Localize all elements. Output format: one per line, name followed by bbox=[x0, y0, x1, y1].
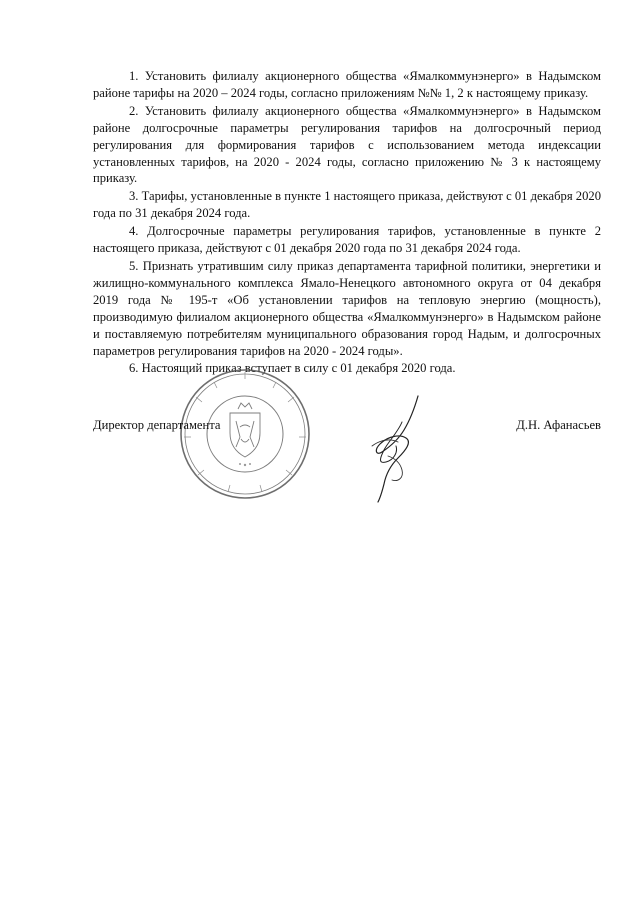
order-item-2: 2. Установить филиалу акционерного общества «Ямалкоммунэнерго» в Надымском районе долгосрочные параметры регулирования тарифов на долгосрочный период регулирования для формирования тарифов с использованием метода индексации установленных тарифов, на 2020 - 2024 годы, согласно приложению № 3 к настоящему приказу. bbox=[93, 103, 601, 186]
order-body bbox=[93, 68, 601, 378]
order-item-3: 3. Тарифы, установленные в пункте 1 настоящего приказа, действуют с 01 декабря 2020 года по 31 декабря 2024 года. bbox=[93, 189, 601, 221]
signatory-position: Директор департамента bbox=[93, 418, 221, 432]
order-item-1: 1. Установить филиалу акционерного общества «Ямалкоммунэнерго» в Надымском районе тарифы на 2020 – 2024 годы, согласно приложениям №№ 1, 2 к настоящему приказу. bbox=[93, 69, 601, 100]
signatory-name: Д.Н. Афанасьев bbox=[516, 418, 601, 432]
order-item-6: 6. Настоящий приказ вступает в силу с 01 декабря 2020 года. bbox=[129, 361, 456, 376]
handwritten-signature bbox=[358, 392, 428, 504]
order-item-5: 5. Признать утратившим силу приказ департамента тарифной политики, энергетики и жилищно-коммунального комплекса Ямало-Ненецкого автономного округа от 04 декабря 2019 года № 195-т «Об установлении тарифов на тепловую энергию (мощность), производимую филиалом акционерного общества «Ямалкоммунэнерго» в Надымском районе и поставляемую потребителям муниципального образования город Надым, и долгосрочных параметров регулирования тарифов на 2020 - 2024 годы». bbox=[93, 258, 601, 358]
signature-block bbox=[93, 418, 601, 438]
order-item-4: 4. Долгосрочные параметры регулирования тарифов, установленные в пункте 2 настоящего приказа, действуют с 01 декабря 2020 года по 31 декабря 2024 года. bbox=[93, 224, 601, 256]
